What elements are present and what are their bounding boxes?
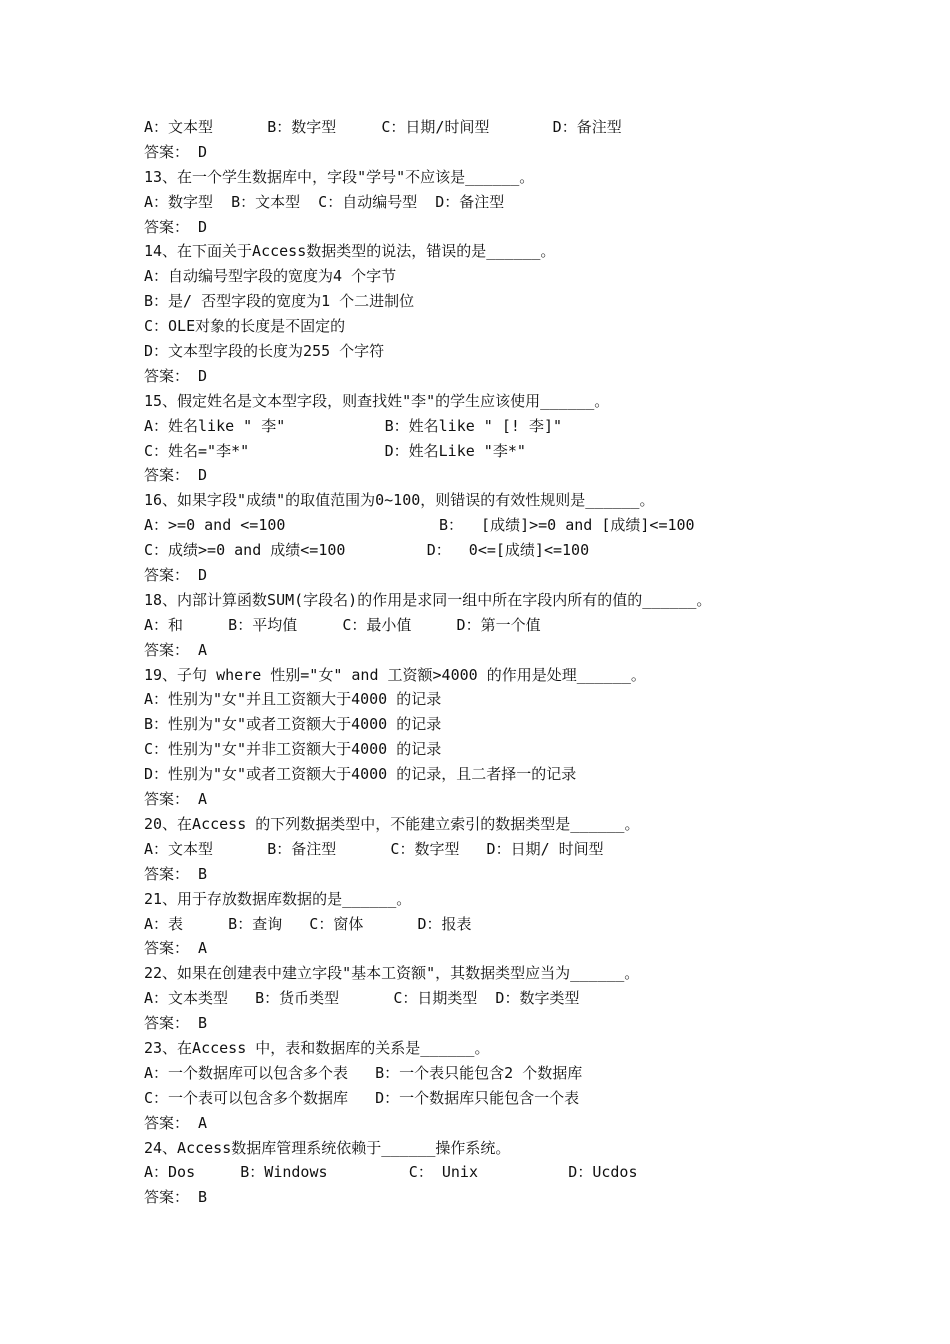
- option-line: A：文本型 B：备注型 C：数字型 D：日期/ 时间型: [144, 839, 604, 858]
- answer-line: 答案： A: [144, 640, 208, 659]
- option-line: C：姓名="李*" D：姓名Like "李*": [144, 441, 526, 460]
- option-line: D：文本型字段的长度为255 个字符: [144, 342, 385, 361]
- question-line: 21、用于存放数据库数据的是______。: [144, 889, 412, 908]
- answer-line: 答案： D: [144, 566, 208, 585]
- question-list: [144, 115, 904, 1210]
- option-line: C：一个表可以包含多个数据库 D：一个数据库只能包含一个表: [144, 1088, 580, 1107]
- option-line: A：自动编号型字段的宽度为4 个字节: [144, 267, 397, 286]
- option-line: C：OLE对象的长度是不固定的: [144, 317, 346, 336]
- question-line: 22、如果在创建表中建立字段"基本工资额"，其数据类型应当为______。: [144, 964, 640, 983]
- question-line: 13、在一个学生数据库中，字段"学号"不应该是______。: [144, 167, 535, 186]
- answer-line: 答案： B: [144, 864, 208, 883]
- option-line: A：Dos B：Windows C： Unix D：Ucdos: [144, 1163, 638, 1182]
- option-line: A：姓名like " 李" B：姓名like " [! 李]": [144, 416, 563, 435]
- answer-line: 答案： A: [144, 1113, 208, 1132]
- option-line: A：表 B：查询 C：窗体 D：报表: [144, 914, 472, 933]
- question-line: 20、在Access 的下列数据类型中，不能建立索引的数据类型是______。: [144, 814, 640, 833]
- answer-line: 答案： D: [144, 217, 208, 236]
- option-line: A：文本类型 B：货币类型 C：日期类型 D：数字类型: [144, 989, 580, 1008]
- option-line: A：性别为"女"并且工资额大于4000 的记录: [144, 690, 442, 709]
- question-line: 23、在Access 中，表和数据库的关系是______。: [144, 1038, 490, 1057]
- answer-line: 答案： D: [144, 142, 208, 161]
- question-line: 18、内部计算函数SUM(字段名)的作用是求同一组中所在字段内所有的值的______。: [144, 590, 712, 609]
- option-line: B：性别为"女"或者工资额大于4000 的记录: [144, 715, 442, 734]
- question-line: 16、如果字段"成绩"的取值范围为0~100，则错误的有效性规则是______。: [144, 491, 655, 510]
- option-line: A：>=0 and <=100 B： [成绩]>=0 and [成绩]<=100: [144, 516, 695, 535]
- answer-line: 答案： B: [144, 1188, 208, 1207]
- option-line: D：性别为"女"或者工资额大于4000 的记录，且二者择一的记录: [144, 765, 577, 784]
- answer-line: 答案： D: [144, 366, 208, 385]
- question-line: 15、假定姓名是文本型字段，则查找姓"李"的学生应该使用______。: [144, 391, 610, 410]
- option-line: C：成绩>=0 and 成绩<=100 D： 0<=[成绩]<=100: [144, 541, 590, 560]
- question-line: 19、子句 where 性别="女" and 工资额>4000 的作用是处理______。: [144, 665, 646, 684]
- answer-line: 答案： A: [144, 790, 208, 809]
- question-line: 14、在下面关于Access数据类型的说法，错误的是______。: [144, 242, 556, 261]
- option-line: A：文本型 B：数字型 C：日期/时间型 D：备注型: [144, 118, 622, 136]
- answer-line: 答案： A: [144, 939, 208, 958]
- option-line: B：是/ 否型字段的宽度为1 个二进制位: [144, 292, 415, 311]
- option-line: A：和 B：平均值 C：最小值 D：第一个值: [144, 615, 541, 634]
- answer-line: 答案： D: [144, 466, 208, 485]
- option-line: A：数字型 B：文本型 C：自动编号型 D：备注型: [144, 192, 505, 211]
- answer-line: 答案： B: [144, 1014, 208, 1033]
- question-line: 24、Access数据库管理系统依赖于______操作系统。: [144, 1138, 511, 1157]
- option-line: C：性别为"女"并非工资额大于4000 的记录: [144, 740, 442, 759]
- option-line: A：一个数据库可以包含多个表 B：一个表只能包含2 个数据库: [144, 1063, 583, 1082]
